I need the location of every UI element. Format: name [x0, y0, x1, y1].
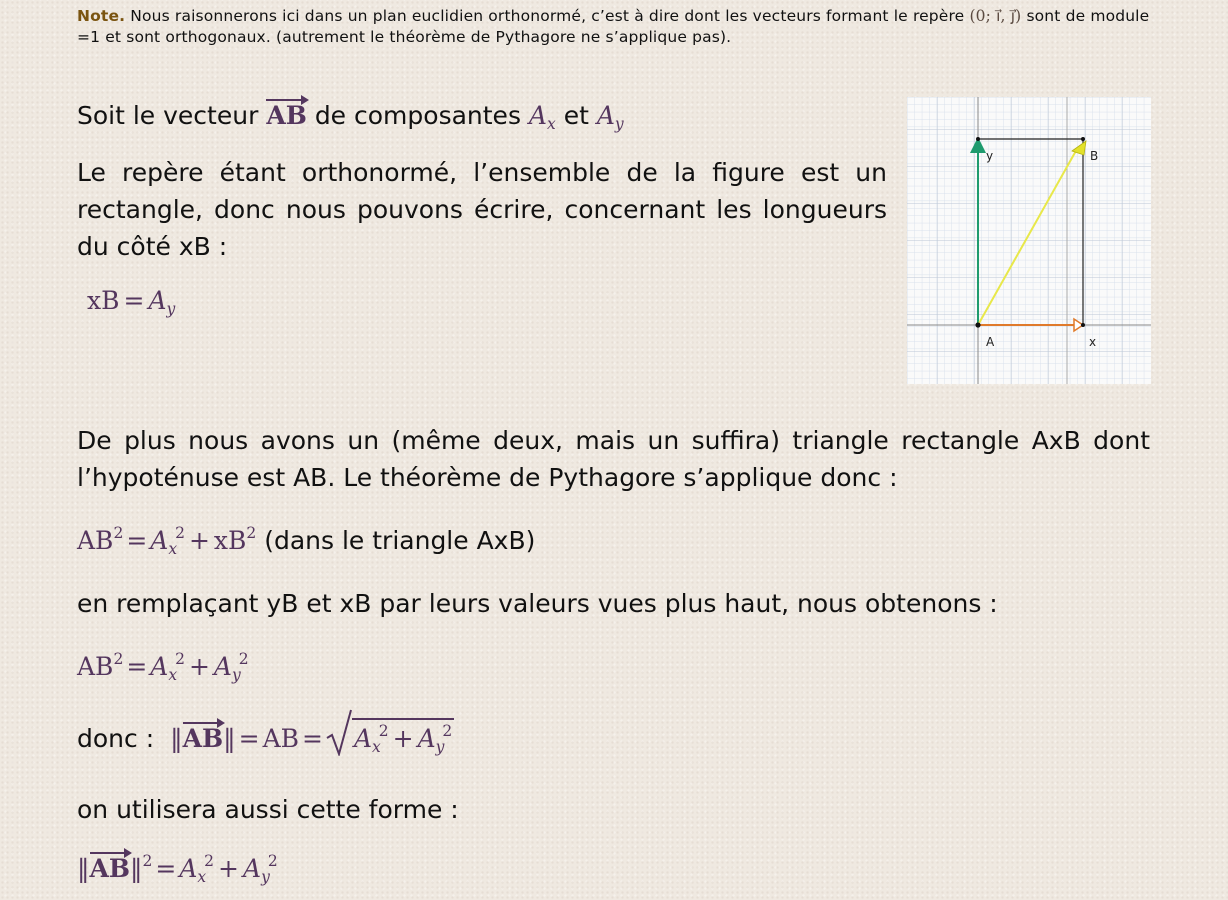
- note-label: Note.: [77, 7, 126, 25]
- point-b: [1081, 137, 1085, 141]
- rectangle-paragraph: Le repère étant orthonormé, l’ensemble de la figure est un rectangle, donc nous pouvons écrire, concernant les longueurs du côté xB :: [77, 158, 887, 261]
- label-a: A: [986, 335, 995, 349]
- point-a: [975, 322, 980, 327]
- alt-form-paragraph: on utilisera aussi cette forme :: [77, 795, 459, 824]
- equation-pythagore-note: (dans le triangle AxB): [264, 526, 536, 555]
- label-y: y: [986, 149, 994, 163]
- pythagore-paragraph: De plus nous avons un (même deux, mais un suffira) triangle rectangle AxB dont l’hypoténuse est AB. Le théorème de Pythagore s’applique donc :: [77, 426, 1150, 492]
- intro-text-1: Soit le vecteur: [77, 101, 259, 130]
- component-ax: $A_x$: [528, 101, 556, 133]
- square-root: $A_x^2 + A_y^2$: [326, 718, 454, 751]
- equation-ab-squared: $AB^2 = A_x^2 + A_y^2$: [77, 649, 249, 684]
- vector-diagram: [907, 97, 1151, 384]
- note-frame-math: (0; i⃗, j⃗): [969, 7, 1022, 25]
- equation-norm-squared: ‖AB‖$^2$ = $A_x^2 + A_y^2$: [77, 851, 278, 886]
- note-paragraph: [77, 6, 1152, 48]
- label-b: B: [1090, 149, 1099, 163]
- component-ay: $A_y$: [596, 101, 624, 133]
- equation-xb: xB = $A_y$: [87, 286, 176, 318]
- intro-sentence: [77, 97, 624, 134]
- equation-norm: donc : ‖AB‖ = AB = $A_x^2 + A_y^2$: [77, 718, 454, 757]
- radical-sign-icon: [326, 708, 352, 756]
- donc-label: donc :: [77, 724, 155, 753]
- intro-text-3: et: [563, 101, 589, 130]
- grid-major: [907, 97, 1151, 384]
- intro-text-2: de composantes: [314, 101, 521, 130]
- vector-ab: AB: [266, 101, 307, 130]
- note-text-before: Nous raisonnerons ici dans un plan euclidien orthonormé, c’est à dire dont les vecteurs formant le repère: [130, 7, 965, 25]
- equation-pythagore: $AB^2 = A_x^2 + xB^2$ (dans le triangle AxB): [77, 523, 536, 558]
- point-y: [976, 137, 980, 141]
- replace-paragraph: en remplaçant yB et xB par leurs valeurs vues plus haut, nous obtenons :: [77, 589, 998, 618]
- label-x: x: [1089, 335, 1097, 349]
- vector-figure: [907, 97, 1151, 384]
- point-x: [1081, 323, 1085, 327]
- note-text-after: sont de module =1 et sont orthogonaux. (autrement le théorème de Pythagore ne s’applique pas).: [77, 7, 1150, 46]
